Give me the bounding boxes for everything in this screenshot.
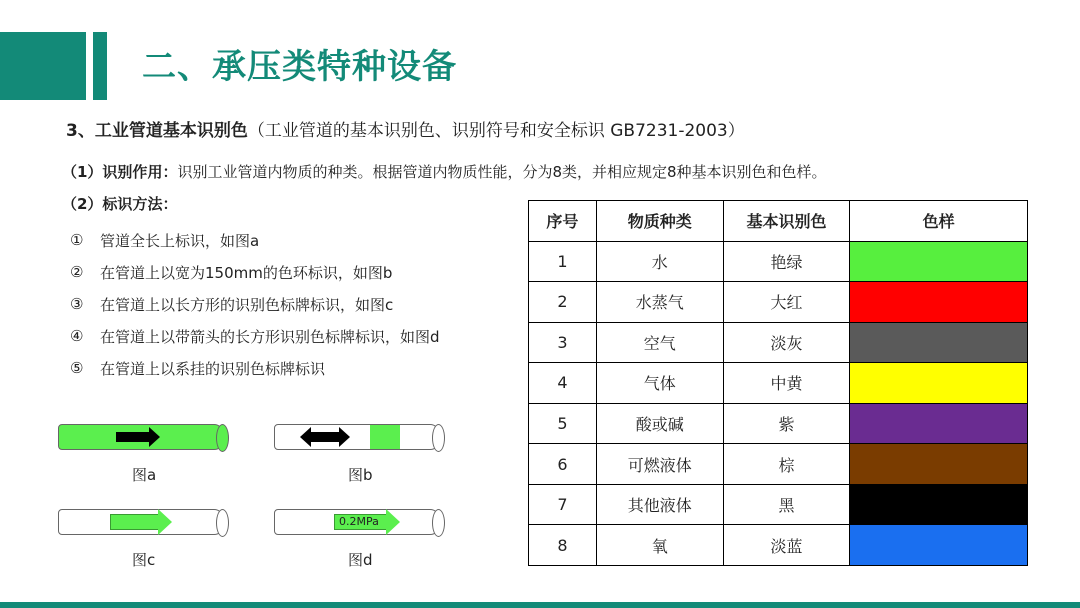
table-row [529,363,1028,404]
header-accent-stripe [93,32,107,100]
purpose-line [62,160,827,184]
col-header-number: 序号 [529,201,597,242]
table-row [529,403,1028,444]
list-item-number: ④ [70,327,84,345]
figure-c-arrow-plate [110,514,158,530]
section-title-note: （工业管道的基本识别色、识别符号和安全标识 GB7231-2003） [247,121,745,141]
list-item [70,288,440,320]
table-header-row [529,201,1028,242]
cell-substance: 酸或碱 [596,403,723,444]
figure-d-pressure-text: 0.2MPa [339,515,379,528]
figure-b-arrow-icon [310,432,340,442]
table-row [529,241,1028,282]
cell-substance: 气体 [596,363,723,404]
cell-color-name: 紫 [723,403,850,444]
list-item-text: 在管道上以带箭头的长方形识别色标牌标识，如图d [100,327,440,346]
list-item-number: ② [70,263,84,281]
purpose-label: （1）识别作用： [62,163,178,181]
page-title: 二、承压类特种设备 [142,47,457,87]
cell-number: 4 [529,363,597,404]
figure-a-arrow-icon [116,432,150,442]
cell-swatch [850,241,1028,282]
cell-color-name: 中黄 [723,363,850,404]
figure-b-pipe [274,424,440,450]
list-item-text: 在管道上以系挂的识别色标牌标识 [100,359,326,378]
list-item-number: ⑤ [70,359,84,377]
table-row [529,484,1028,525]
list-item-text: 在管道上以宽为150mm的色环标识，如图b [100,263,393,282]
col-header-substance: 物质种类 [596,201,723,242]
figure-b-label: 图b [348,466,373,484]
cell-number: 1 [529,241,597,282]
cell-swatch [850,525,1028,566]
cell-number: 5 [529,403,597,444]
table-row [529,444,1028,485]
figure-d-arrow-plate [334,514,386,530]
figure-b-color-ring [370,425,400,449]
list-item [70,224,440,256]
cell-substance: 可燃液体 [596,444,723,485]
cell-swatch [850,444,1028,485]
list-item [70,352,440,384]
list-item [70,320,440,352]
section-title [66,118,745,144]
purpose-text: 识别工业管道内物质的种类。根据管道内物质性能，分为8类，并相应规定8种基本识别色和色样。 [177,163,827,181]
cell-swatch [850,403,1028,444]
cell-substance: 其他液体 [596,484,723,525]
cell-color-name: 棕 [723,444,850,485]
cell-swatch [850,484,1028,525]
cell-color-name: 大红 [723,282,850,323]
list-item-text: 在管道上以长方形的识别色标牌标识，如图c [100,295,394,314]
list-item-text: 管道全长上标识，如图a [100,231,260,250]
cell-color-name: 黑 [723,484,850,525]
cell-swatch [850,363,1028,404]
cell-substance: 氧 [596,525,723,566]
list-item-number: ③ [70,295,84,313]
cell-number: 6 [529,444,597,485]
list-item-number: ① [70,231,84,249]
section-title-main: 3、工业管道基本识别色 [66,121,248,141]
header-accent-block [0,32,86,100]
cell-substance: 水 [596,241,723,282]
cell-color-name: 淡灰 [723,322,850,363]
cell-number: 3 [529,322,597,363]
cell-color-name: 艳绿 [723,241,850,282]
cell-number: 7 [529,484,597,525]
cell-substance: 空气 [596,322,723,363]
cell-number: 8 [529,525,597,566]
col-header-swatch: 色样 [850,201,1028,242]
method-list [70,224,440,384]
table-row [529,282,1028,323]
table-row [529,525,1028,566]
table-row [529,322,1028,363]
footer-accent-bar [0,602,1080,608]
cell-color-name: 淡蓝 [723,525,850,566]
cell-swatch [850,282,1028,323]
cell-swatch [850,322,1028,363]
color-code-table [528,200,1028,566]
col-header-color-name: 基本识别色 [723,201,850,242]
cell-number: 2 [529,282,597,323]
list-item [70,256,440,288]
figure-d-label: 图d [348,551,373,569]
figure-a-label: 图a [132,466,157,484]
methods-label: （2）标识方法： [62,195,178,213]
figure-c-label: 图c [132,551,156,569]
cell-substance: 水蒸气 [596,282,723,323]
